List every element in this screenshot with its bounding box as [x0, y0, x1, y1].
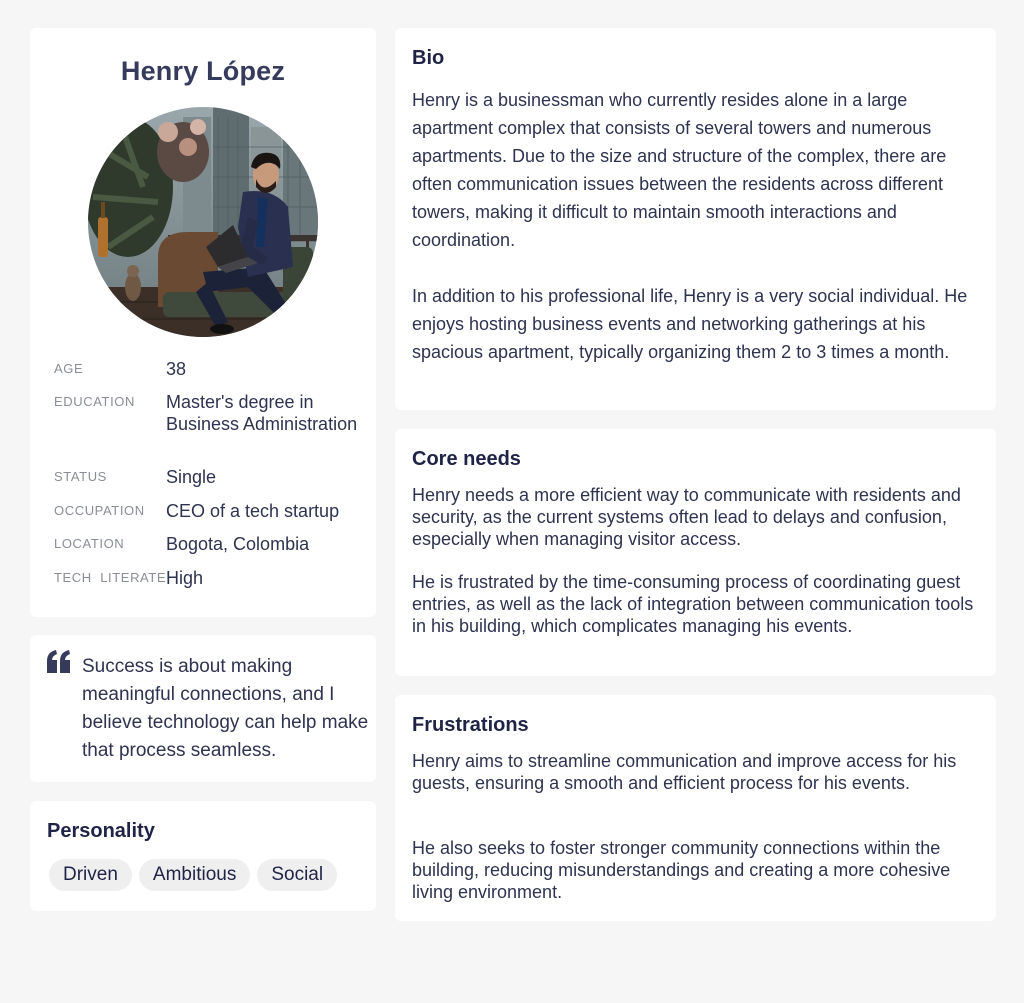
- bio-paragraph: In addition to his professional life, Henry is a very social individual. He enjoys hosting business events and networking gatherings at his spacious apartment, typically organizing them 2 to 3 times a month.: [412, 286, 968, 362]
- quote-text: Success is about making meaningful connections, and I believe technology can help make that process seamless.: [82, 656, 369, 761]
- bio-card: [395, 28, 996, 410]
- quote-icon: [46, 649, 72, 673]
- fact-value: Master's degree in Business Administration: [166, 392, 358, 434]
- personality-title: Personality: [47, 820, 155, 842]
- avatar-photo: [88, 107, 318, 337]
- avatar: [88, 107, 318, 337]
- frustrations-paragraph: He also seeks to foster stronger community connections within the building, reducing misunderstandings and creating a more cohesive living environment.: [412, 838, 951, 902]
- fact-value: CEO of a tech startup: [166, 501, 340, 521]
- fact-label: STATUS: [54, 469, 107, 484]
- fact-value: High: [166, 568, 204, 588]
- personality-tag: Social: [257, 859, 337, 891]
- fact-label: TECH LITERATE: [54, 570, 167, 585]
- frustrations-paragraph: Henry aims to streamline communication and improve access for his guests, ensuring a smooth and efficient process for his events.: [412, 751, 957, 793]
- fact-label: LOCATION: [54, 536, 125, 551]
- profile-card: [30, 28, 376, 617]
- fact-label: EDUCATION: [54, 394, 135, 409]
- personality-tag: Ambitious: [139, 859, 250, 891]
- fact-value: 38: [166, 359, 187, 379]
- frustrations-card: [395, 695, 996, 921]
- core-needs-paragraph: He is frustrated by the time-consuming process of coordinating guest entries, as well as the lack of integration between communication tools in his building, which complicates managing his events.: [412, 572, 974, 636]
- fact-label: AGE: [54, 361, 84, 376]
- frustrations-title: Frustrations: [412, 714, 529, 736]
- quote-card: [30, 635, 376, 782]
- bio-paragraph: Henry is a businessman who currently resides alone in a large apartment complex that consists of several towers and numerous apartments. Due to the size and structure of the complex, there are often communication issues between the residents across different towers, making it difficult to maintain smooth interactions and coordination.: [412, 90, 947, 250]
- persona-name: Henry López: [120, 56, 286, 86]
- fact-label: OCCUPATION: [54, 503, 145, 518]
- core-needs-card: [395, 429, 996, 676]
- personality-card: [30, 801, 376, 911]
- personality-tag: Driven: [49, 859, 132, 891]
- fact-value: Single: [166, 467, 217, 487]
- bio-title: Bio: [412, 47, 445, 69]
- personality-tags: [49, 859, 337, 891]
- core-needs-title: Core needs: [412, 448, 521, 470]
- fact-value: Bogota, Colombia: [166, 534, 310, 554]
- core-needs-paragraph: Henry needs a more efficient way to communicate with residents and security, as the current systems often lead to delays and confusion, especially when managing visitor access.: [412, 485, 961, 549]
